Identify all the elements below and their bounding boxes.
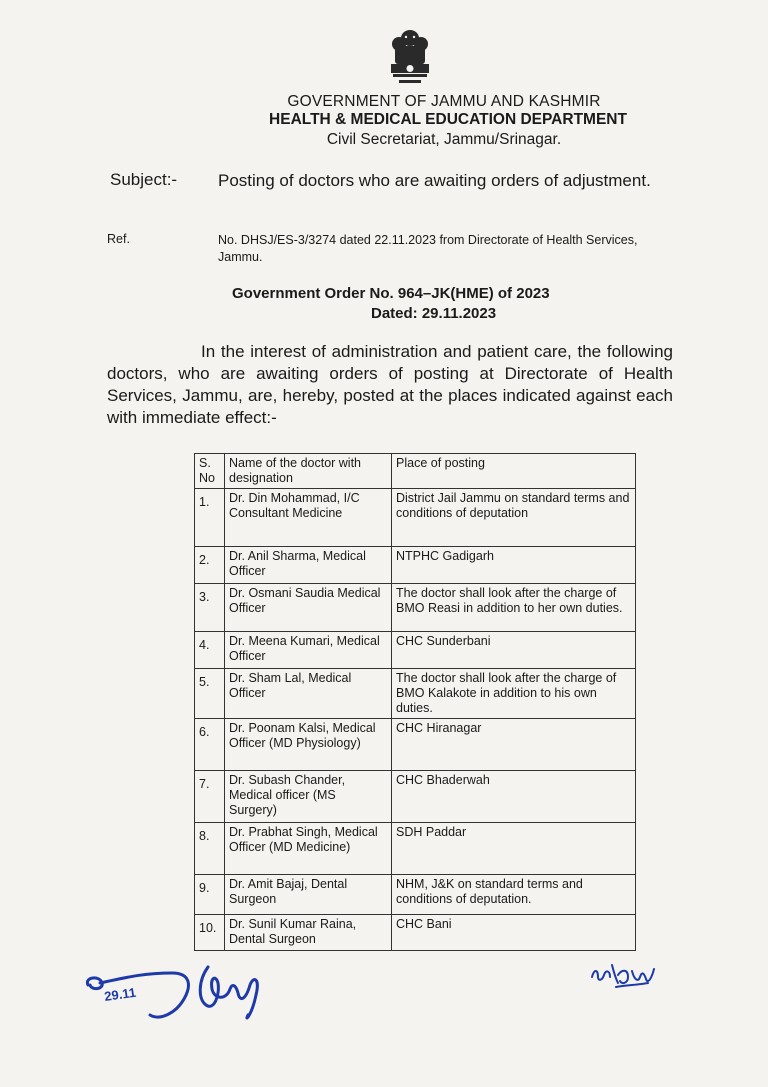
table-row bbox=[195, 875, 636, 915]
cell-place: SDH Paddar bbox=[392, 823, 636, 875]
subject-label: Subject:- bbox=[110, 170, 178, 189]
header-doctor: Name of the doctor with designation bbox=[225, 454, 392, 489]
cell-doctor: Dr. Sham Lal, Medical Officer bbox=[225, 669, 392, 719]
cell-sno: 8. bbox=[195, 823, 225, 875]
table-row bbox=[195, 547, 636, 584]
cell-sno: 10. bbox=[195, 915, 225, 951]
cell-doctor: Dr. Sunil Kumar Raina, Dental Surgeon bbox=[225, 915, 392, 951]
handwritten-signature-icon bbox=[80, 955, 290, 1035]
cell-place: NTPHC Gadigarh bbox=[392, 547, 636, 584]
cell-sno: 3. bbox=[195, 584, 225, 632]
cell-place: CHC Bani bbox=[392, 915, 636, 951]
cell-place: The doctor shall look after the charge of BMO Reasi in addition to her own duties. bbox=[392, 584, 636, 632]
order-title: Government Order No. 964–JK(HME) of 2023 bbox=[232, 285, 550, 302]
table-row bbox=[195, 915, 636, 951]
table-row bbox=[195, 823, 636, 875]
cell-doctor: Dr. Din Mohammad, I/C Consultant Medicine bbox=[225, 489, 392, 547]
cell-place: The doctor shall look after the charge of BMO Kalakote in addition to his own duties. bbox=[392, 669, 636, 719]
cell-doctor: Dr. Osmani Saudia Medical Officer bbox=[225, 584, 392, 632]
cell-sno: 2. bbox=[195, 547, 225, 584]
postings-table bbox=[194, 453, 636, 951]
department-heading: HEALTH & MEDICAL EDUCATION DEPARTMENT bbox=[269, 111, 627, 128]
cell-sno: 1. bbox=[195, 489, 225, 547]
cell-doctor: Dr. Poonam Kalsi, Medical Officer (MD Physiology) bbox=[225, 719, 392, 771]
cell-doctor: Dr. Meena Kumari, Medical Officer bbox=[225, 632, 392, 669]
cell-doctor: Dr. Amit Bajaj, Dental Surgeon bbox=[225, 875, 392, 915]
cell-sno: 5. bbox=[195, 669, 225, 719]
table-row bbox=[195, 632, 636, 669]
handwritten-initials-icon bbox=[588, 955, 658, 995]
reference-label: Ref. bbox=[107, 232, 130, 246]
table-row bbox=[195, 669, 636, 719]
subject-text: Posting of doctors who are awaiting orders of adjustment. bbox=[218, 171, 651, 190]
cell-doctor: Dr. Anil Sharma, Medical Officer bbox=[225, 547, 392, 584]
table-row bbox=[195, 489, 636, 547]
table-row bbox=[195, 771, 636, 823]
table-row bbox=[195, 719, 636, 771]
reference-text: No. DHSJ/ES-3/3274 dated 22.11.2023 from Directorate of Health Services, Jammu. bbox=[218, 233, 638, 264]
table-row bbox=[195, 584, 636, 632]
cell-sno: 6. bbox=[195, 719, 225, 771]
cell-place: CHC Hiranagar bbox=[392, 719, 636, 771]
header-place: Place of posting bbox=[392, 454, 636, 489]
cell-sno: 7. bbox=[195, 771, 225, 823]
order-date: Dated: 29.11.2023 bbox=[371, 305, 497, 322]
table-header-row bbox=[195, 454, 636, 489]
header-sno: S. No bbox=[195, 454, 225, 489]
cell-place: CHC Bhaderwah bbox=[392, 771, 636, 823]
order-body-paragraph: In the interest of administration and patient care, the following doctors, who are awaiting orders of posting at Directorate of Health Services, Jammu, are, hereby, posted at the places indicated against each with immediate effect:- bbox=[107, 342, 673, 427]
national-emblem-icon bbox=[385, 28, 435, 90]
cell-place: NHM, J&K on standard terms and conditions of deputation. bbox=[392, 875, 636, 915]
signature-date: 29.11 bbox=[103, 984, 137, 1004]
cell-doctor: Dr. Subash Chander, Medical officer (MS Surgery) bbox=[225, 771, 392, 823]
government-heading: GOVERNMENT OF JAMMU AND KASHMIR bbox=[287, 93, 601, 110]
cell-doctor: Dr. Prabhat Singh, Medical Officer (MD Medicine) bbox=[225, 823, 392, 875]
cell-sno: 4. bbox=[195, 632, 225, 669]
cell-place: District Jail Jammu on standard terms and conditions of deputation bbox=[392, 489, 636, 547]
cell-place: CHC Sunderbani bbox=[392, 632, 636, 669]
cell-sno: 9. bbox=[195, 875, 225, 915]
office-address: Civil Secretariat, Jammu/Srinagar. bbox=[326, 131, 562, 148]
